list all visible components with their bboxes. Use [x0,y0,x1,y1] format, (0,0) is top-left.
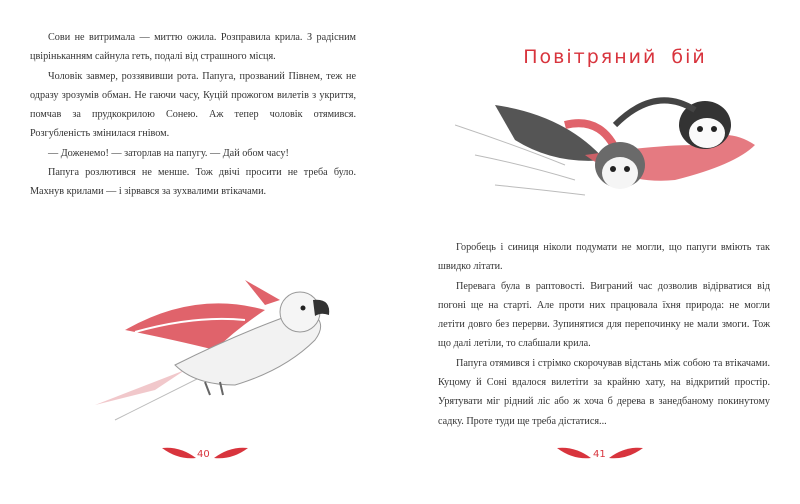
paragraph: Сови не витримала — миттю ожила. Розправила крила. З радісним цвіріньканням сайнула геть, подалі від страшного місця. [30,32,356,63]
paragraph: Чоловік завмер, роззявивши рота. Папуга, прозваний Півнем, теж не одразу зрозумів обман. Не гаючи часу, Куцій прожогом вилетів з укриття, помчав за прудкокрилою Сонею. Аж тепер чоловік отямився. Розгубленість змінилася гнівом. [30,70,356,140]
paragraph: Папуга отямився і стрімко скорочував відстань між собою та втікачами. Куцому й Соні вдалося вилетіти за крайню хату, на відкритий простір. Урятувати міг рідний ліс або ж хоча б дерева в занедбаному покинутому садку. Проте туди ще треба дістатися... [438,357,770,427]
chapter-title: Повітряний бій [523,46,707,68]
page-number-right: 41 [593,449,606,460]
left-page-text [30,28,356,202]
paragraph: — Доженемо! — заторлав на папугу. — Дай обом часу! [48,147,289,159]
right-page-text [438,238,770,431]
birds-illustration [455,85,775,225]
parrot-illustration [95,270,345,430]
paragraph: Папуга розлютився не менше. Тож двічі просити не треба було. Махнув крилами — і зірвався за зухвалими втікачами. [30,167,356,198]
page-number-left: 40 [197,449,210,460]
paragraph: Перевага була в раптовості. Виграний час дозволив відірватися від погоні ще на старті. Але проти них працювала їхня природа: не могли летіти довго без перерви. Зупинятися для перепочинку не мали змоги. Тож що далі летіли, то слабшали крила. [438,280,770,350]
paragraph: Горобець і синиця ніколи подумати не могли, що папуги вміють так швидко літати. [438,242,770,273]
